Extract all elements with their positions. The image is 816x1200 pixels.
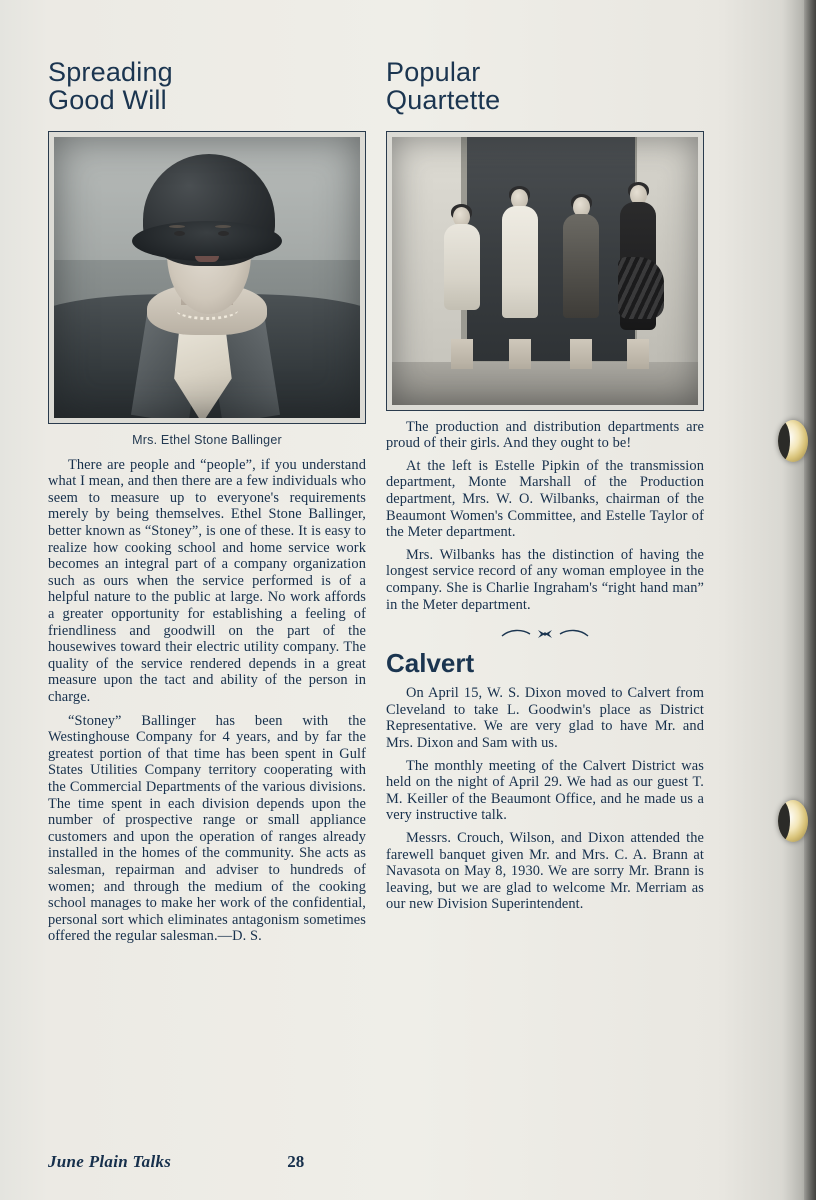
calvert-paragraph-3: Messrs. Crouch, Wilson, and Dixon attended the farewell banquet given Mr. and Mrs. C. A. Brann at Navasota on May 8, 1930. We are sorry Mr. Brann is leaving, but we are glad to welcome Mr. Merriam as our new Division Superintendent.	[386, 829, 704, 913]
binding-ring-top	[778, 420, 808, 462]
right-paragraph-2: At the left is Estelle Pipkin of the transmission department, Monte Marshall of the Production department, Mrs. W. O. Wilbanks, chairman of the Beaumont Women's Committee, and Estelle Taylor of the Meter department.	[386, 457, 704, 541]
calvert-paragraph-2: The monthly meeting of the Calvert District was held on the night of April 29. We had as our guest T. M. Keiller of the Beaumont Office, and he made us a very instructive talk.	[386, 757, 704, 824]
page-footer	[48, 1152, 744, 1172]
calvert-heading: Calvert	[386, 648, 475, 679]
left-paragraph-2: “Stoney” Ballinger has been with the Westinghouse Company for 4 years, and by far the greatest portion of that time has been spent in Gulf States Utilities Company territory cooperating with the Commercial Departments of the various divisions. The time spent in each division depends upon the number of prospective range or small appliance customers and upon the operation of ranges already installed in the homes of the community. She acts as salesman, repairman and adviser to hundreds of women; and through the medium of the cooking school manages to make her work of the confidential, personal sort which eliminates antagonism sometimes offered the regular salesman.—D. S.	[48, 712, 366, 945]
left-heading-line-1: Spreading	[48, 57, 173, 87]
left-heading-line-2: Good Will	[48, 85, 167, 116]
page-number: 28	[287, 1152, 305, 1171]
footer-publication-name: June Plain Talks	[48, 1152, 172, 1171]
right-column	[386, 58, 704, 952]
right-paragraph-1: The production and distribution departments are proud of their girls. And they ought to be!	[386, 418, 704, 452]
left-paragraph-1: There are people and “people”, if you understand what I mean, and then there are a few individuals who seem to measure up to everyone's requirements merely by being themselves. Ethel Stone Ballinger, better known as “Stoney”, is one of these. It is easy to realize how cooking school and home service work becomes an integral part of a company organization such as ours when the service performed is of a helpful nature to the public at large. No work affords a greater opportunity for establishing a feeling of friendliness and goodwill on the part of the housewives toward their electric utility company. The quality of the service rendered depends in a great measure upon the tact and ability of the person in charge.	[48, 456, 366, 705]
left-photo-frame	[48, 131, 366, 424]
calvert-paragraph-1: On April 15, W. S. Dixon moved to Calvert from Cleveland to take L. Goodwin's place as District Representative. We are very glad to have Mr. and Mrs. Dixon and Sam with us.	[386, 685, 704, 751]
two-column-layout	[48, 58, 736, 952]
right-heading-line-1: Popular	[386, 57, 481, 87]
portrait-caption: Mrs. Ethel Stone Ballinger	[132, 432, 282, 447]
right-paragraph-3: Mrs. Wilbanks has the distinction of having the longest service record of any woman employee in the company. She is Charlie Ingraham's “right hand man” in the Meter department.	[386, 546, 704, 613]
portrait-photo	[54, 137, 360, 418]
page-edge-shadow	[804, 0, 816, 1200]
right-photo-frame	[386, 131, 704, 411]
right-heading-line-2: Quartette	[386, 85, 501, 116]
left-column	[48, 58, 366, 952]
quartette-photo	[392, 137, 698, 405]
divider-ornament	[386, 625, 704, 642]
page-content	[48, 58, 736, 1158]
right-section-heading	[386, 58, 704, 115]
left-section-heading	[48, 58, 366, 115]
binding-ring-bottom	[778, 800, 808, 842]
